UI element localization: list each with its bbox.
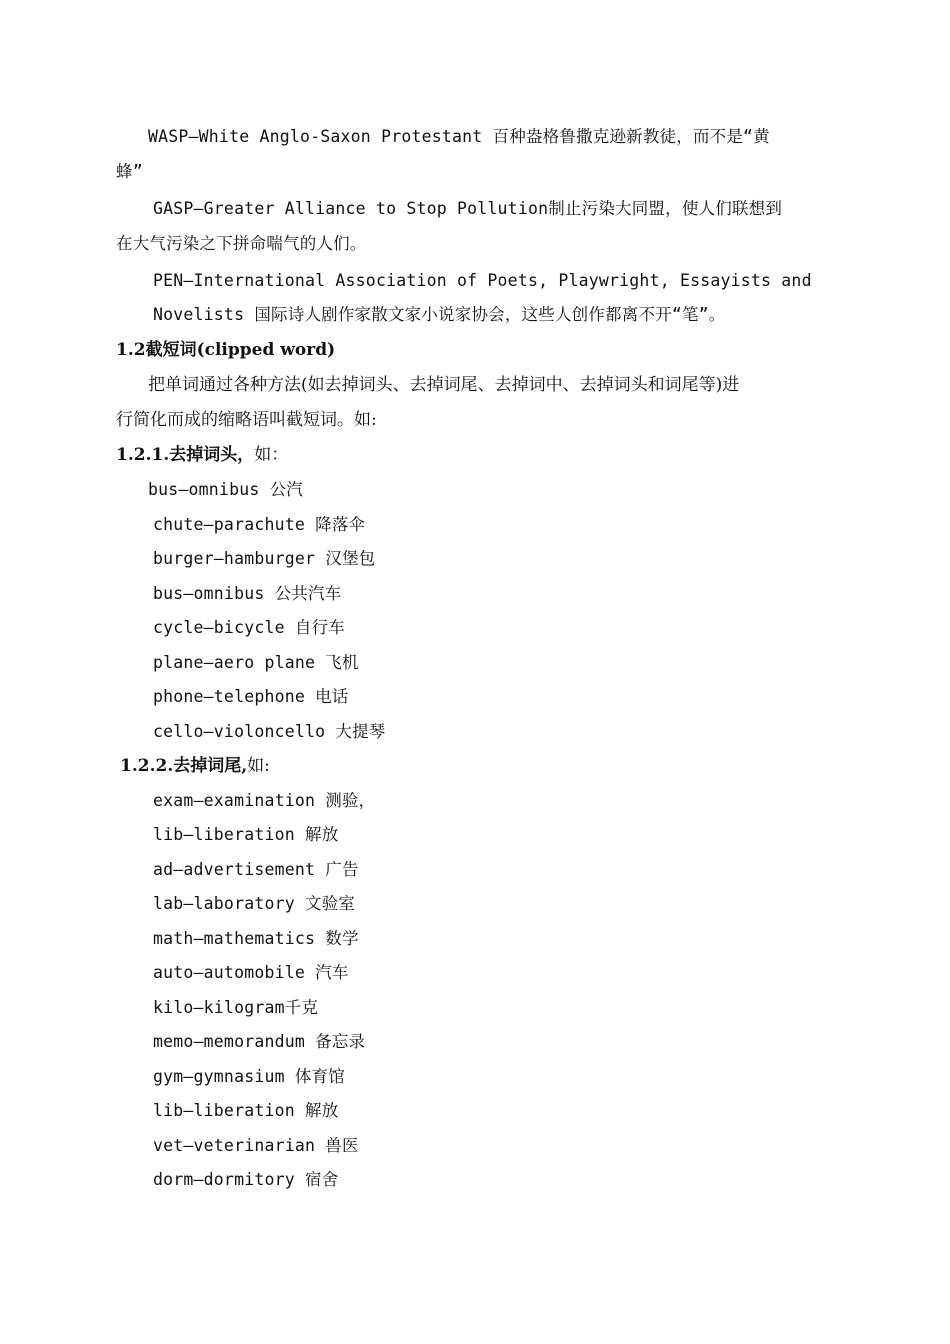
- section-heading-1-2-2-bold: 1.2.2.去掉词尾,: [120, 756, 248, 776]
- acronym-line-wasp: WASP—White Anglo-Saxon Protestant 百种盎格鲁撒克逊新教徒，而不是“黄: [148, 127, 770, 146]
- section-heading-1-2-2: [120, 754, 270, 778]
- list-item: burger—hamburger 汉堡包: [153, 549, 376, 568]
- section-heading-1-2: 1.2截短词(clipped word): [116, 340, 336, 360]
- section-heading-1-2-1-bold: 1.2.1.去掉词头，: [116, 445, 255, 465]
- list-item: memo—memorandum 备忘录: [153, 1032, 366, 1051]
- list-item: math—mathematics 数学: [153, 929, 359, 948]
- list-item: kilo—kilogram千克: [153, 998, 319, 1017]
- list-item: lib—liberation 解放: [153, 825, 339, 844]
- list-item: gym—gymnasium 体育馆: [153, 1067, 345, 1086]
- list-item: vet—veterinarian 兽医: [153, 1136, 359, 1155]
- list-item: phone—telephone 电话: [153, 687, 349, 706]
- list-item: cycle—bicycle 自行车: [153, 618, 345, 637]
- section-heading-1-2-1-suffix: 如：: [254, 445, 289, 465]
- section-1-2-intro-line-2: 行简化而成的缩略语叫截短词。如:: [116, 410, 377, 430]
- list-item: chute—parachute 降落伞: [153, 515, 366, 534]
- list-item: cello—violoncello 大提琴: [153, 722, 386, 741]
- list-item: ad—advertisement 广告: [153, 860, 359, 879]
- list-item: bus—omnibus 公汽: [148, 480, 304, 499]
- list-item: lab—laboratory 文验室: [153, 894, 356, 913]
- acronym-line-pen: PEN—International Association of Poets, Playwright, Essayists and: [153, 271, 812, 290]
- section-heading-1-2-1: [116, 443, 288, 467]
- acronym-line-pen-cont: Novelists 国际诗人剧作家散文家小说家协会，这些人创作都离不开“笔”。: [153, 305, 726, 324]
- acronym-line-wasp-cont: 蜂”: [116, 162, 143, 181]
- list-item: bus—omnibus 公共汽车: [153, 584, 342, 603]
- acronym-line-gasp-cont: 在大气污染之下拼命喘气的人们。: [116, 234, 367, 253]
- list-item: plane—aero plane 飞机: [153, 653, 359, 672]
- list-item: exam—examination 测验，: [153, 791, 376, 810]
- section-heading-1-2-2-suffix: 如:: [247, 756, 270, 776]
- list-item: auto—automobile 汽车: [153, 963, 349, 982]
- list-item: lib—liberation 解放: [153, 1101, 339, 1120]
- list-item: dorm—dormitory 宿舍: [153, 1170, 339, 1189]
- section-1-2-intro-line-1: 把单词通过各种方法(如去掉词头、去掉词尾、去掉词中、去掉词头和词尾等)进: [148, 375, 740, 395]
- acronym-line-gasp: GASP—Greater Alliance to Stop Pollution制止污染大同盟，使人们联想到: [153, 199, 783, 218]
